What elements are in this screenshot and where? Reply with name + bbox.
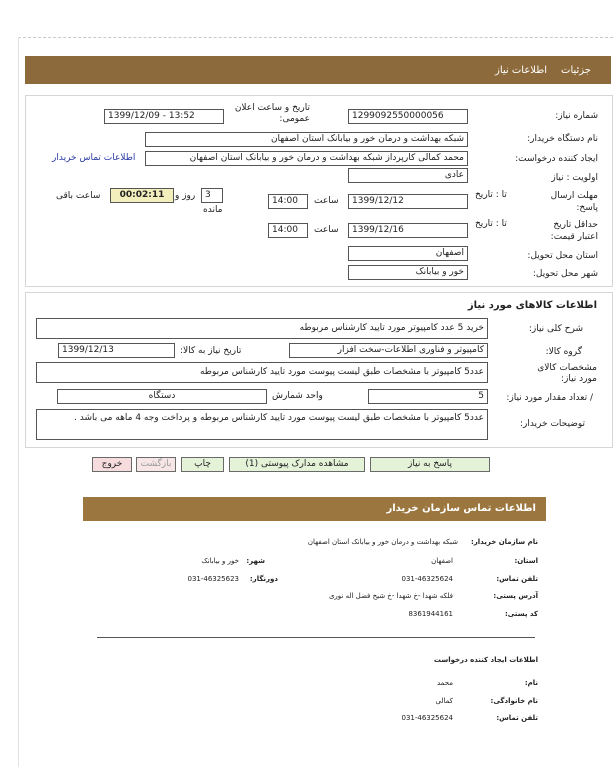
creator-first-name-value: محمد bbox=[437, 679, 453, 687]
day-and-label: روز و bbox=[175, 191, 196, 201]
creator-last-name-value: کمالی bbox=[435, 697, 453, 705]
deadline-date-field: 1399/12/12 bbox=[348, 194, 468, 209]
creator-label: ایجاد کننده درخواست: bbox=[515, 154, 598, 164]
buyer-org-field: شبکه بهداشت و درمان خور و بیابانک استان اصفهان bbox=[145, 132, 468, 147]
need-number-label: شماره نیاز: bbox=[555, 111, 598, 121]
contact-postal-label: کد پستی: bbox=[504, 610, 538, 618]
creator-last-name-label: نام خانوادگی: bbox=[490, 697, 538, 705]
unit-field: دستگاه bbox=[57, 389, 267, 404]
province-label: استان محل تحویل: bbox=[527, 251, 598, 261]
remaining-timer: 00:02:11 bbox=[110, 188, 174, 203]
province-field: اصفهان bbox=[348, 246, 468, 261]
deadline-time-label: ساعت bbox=[314, 196, 339, 206]
spec-label: مشخصات کالای مورد نیاز: bbox=[537, 363, 597, 384]
price-validity-label: حداقل تاریخ اعتبار قیمت: bbox=[550, 220, 598, 242]
buyer-contact-link[interactable]: اطلاعات تماس خریدار bbox=[52, 153, 136, 163]
contact-phone-value: 031-46325624 bbox=[401, 575, 453, 583]
contact-bar-title: اطلاعات تماس سازمان خریدار bbox=[386, 503, 536, 514]
city-label: شهر محل تحویل: bbox=[532, 269, 598, 279]
back-button[interactable]: بازگشت bbox=[136, 457, 176, 472]
need-date-field: 1399/12/13 bbox=[58, 343, 175, 358]
desc-field: خرید 5 عدد کامپیوتر مورد تایید کارشناس مربوطه bbox=[36, 318, 488, 339]
contact-province-value: اصفهان bbox=[431, 557, 453, 565]
contact-province-label: استان: bbox=[514, 557, 538, 565]
respond-button[interactable]: پاسخ به نیاز bbox=[370, 457, 490, 472]
tab-details[interactable]: جزئیات bbox=[561, 65, 591, 76]
validity-until-date-label: تا : تاریخ bbox=[475, 219, 507, 229]
buyer-notes-field: عدد5 کامپیوتر با مشخصات طبق لیست پیوست مورد تایید کارشناس مربوطه و پرداخت وجه 4 ماهه می باشد . bbox=[36, 409, 488, 440]
left-border bbox=[18, 37, 19, 767]
contact-postal-value: 8361944161 bbox=[408, 610, 453, 618]
contact-divider bbox=[97, 637, 535, 638]
desc-label: شرح کلی نیاز: bbox=[528, 324, 583, 334]
announce-datetime-field: 1399/12/09 - 13:52 bbox=[104, 109, 224, 124]
contact-fax-label: دورنگار: bbox=[249, 575, 278, 583]
contact-phone-label: تلفن تماس: bbox=[496, 575, 538, 583]
qty-field: 5 bbox=[368, 389, 488, 404]
exit-button[interactable]: خروج bbox=[92, 457, 132, 472]
contact-address-value: فلکه شهدا -خ شهدا -خ شیخ فضل اله نوری bbox=[328, 592, 453, 600]
city-field: خور و بیابانک bbox=[348, 265, 468, 280]
remaining-word-label: مانده bbox=[203, 205, 223, 215]
contact-bar bbox=[83, 497, 546, 521]
validity-date-field: 1399/12/16 bbox=[348, 223, 468, 238]
validity-time-field: 14:00 bbox=[268, 223, 308, 238]
tab-need-info[interactable]: اطلاعات نیاز bbox=[495, 65, 547, 76]
goods-section-title: اطلاعات کالاهای مورد نیاز bbox=[467, 300, 597, 311]
contact-org-label: نام سازمان خریدار: bbox=[470, 538, 538, 546]
unit-label: واحد شمارش bbox=[272, 391, 323, 401]
group-label: گروه کالا: bbox=[545, 347, 582, 357]
contact-org-value: شبکه بهداشت و درمان خور و بیابانک استان اصفهان bbox=[307, 538, 458, 546]
announce-label: تاریخ و ساعت اعلان عمومی: bbox=[234, 103, 310, 124]
creator-phone-label: تلفن تماس: bbox=[496, 714, 538, 722]
days-remaining-field: 3 bbox=[201, 188, 223, 203]
creator-field: محمد کمالی کارپرداز شبکه بهداشت و درمان خور و بیابانک استان اصفهان bbox=[145, 151, 468, 166]
contact-city-value: خور و بیابانک bbox=[201, 557, 239, 565]
spec-field: عدد5 کامپیوتر با مشخصات طبق لیست پیوست مورد تایید کارشناس مربوطه bbox=[36, 362, 488, 383]
creator-section-title: اطلاعات ایجاد کننده درخواست bbox=[433, 656, 538, 664]
contact-address-label: آدرس پستی: bbox=[493, 592, 538, 600]
deadline-label: مهلت ارسال پاسخ: bbox=[550, 191, 598, 213]
print-button[interactable]: چاپ bbox=[181, 457, 224, 472]
top-divider bbox=[18, 37, 613, 38]
creator-first-name-label: نام: bbox=[524, 679, 538, 687]
creator-phone-value: 031-46325624 bbox=[401, 714, 453, 722]
deadline-until-date-label: تا : تاریخ bbox=[475, 190, 507, 200]
attachments-button[interactable]: مشاهده مدارک پیوستی (1) bbox=[229, 457, 365, 472]
qty-label: / تعداد مقدار مورد نیاز: bbox=[506, 393, 593, 403]
need-number-field: 1299092550000056 bbox=[348, 109, 468, 124]
deadline-time-field: 14:00 bbox=[268, 194, 308, 209]
contact-fax-value: 031-46325623 bbox=[187, 575, 239, 583]
need-date-label: تاریخ نیاز به کالا: bbox=[180, 346, 242, 356]
remaining-hours-label: ساعت باقی bbox=[56, 191, 101, 201]
group-field: کامپیوتر و فناوری اطلاعات-سخت افزار bbox=[289, 343, 488, 358]
contact-city-label: شهر: bbox=[246, 557, 265, 565]
buyer-notes-label: توضیحات خریدار: bbox=[519, 419, 585, 429]
priority-label: اولویت : نیاز bbox=[551, 173, 598, 183]
buyer-org-label: نام دستگاه خریدار: bbox=[527, 134, 598, 144]
header-bar bbox=[25, 56, 611, 84]
priority-field: عادی bbox=[348, 168, 468, 183]
validity-time-label: ساعت bbox=[314, 225, 339, 235]
